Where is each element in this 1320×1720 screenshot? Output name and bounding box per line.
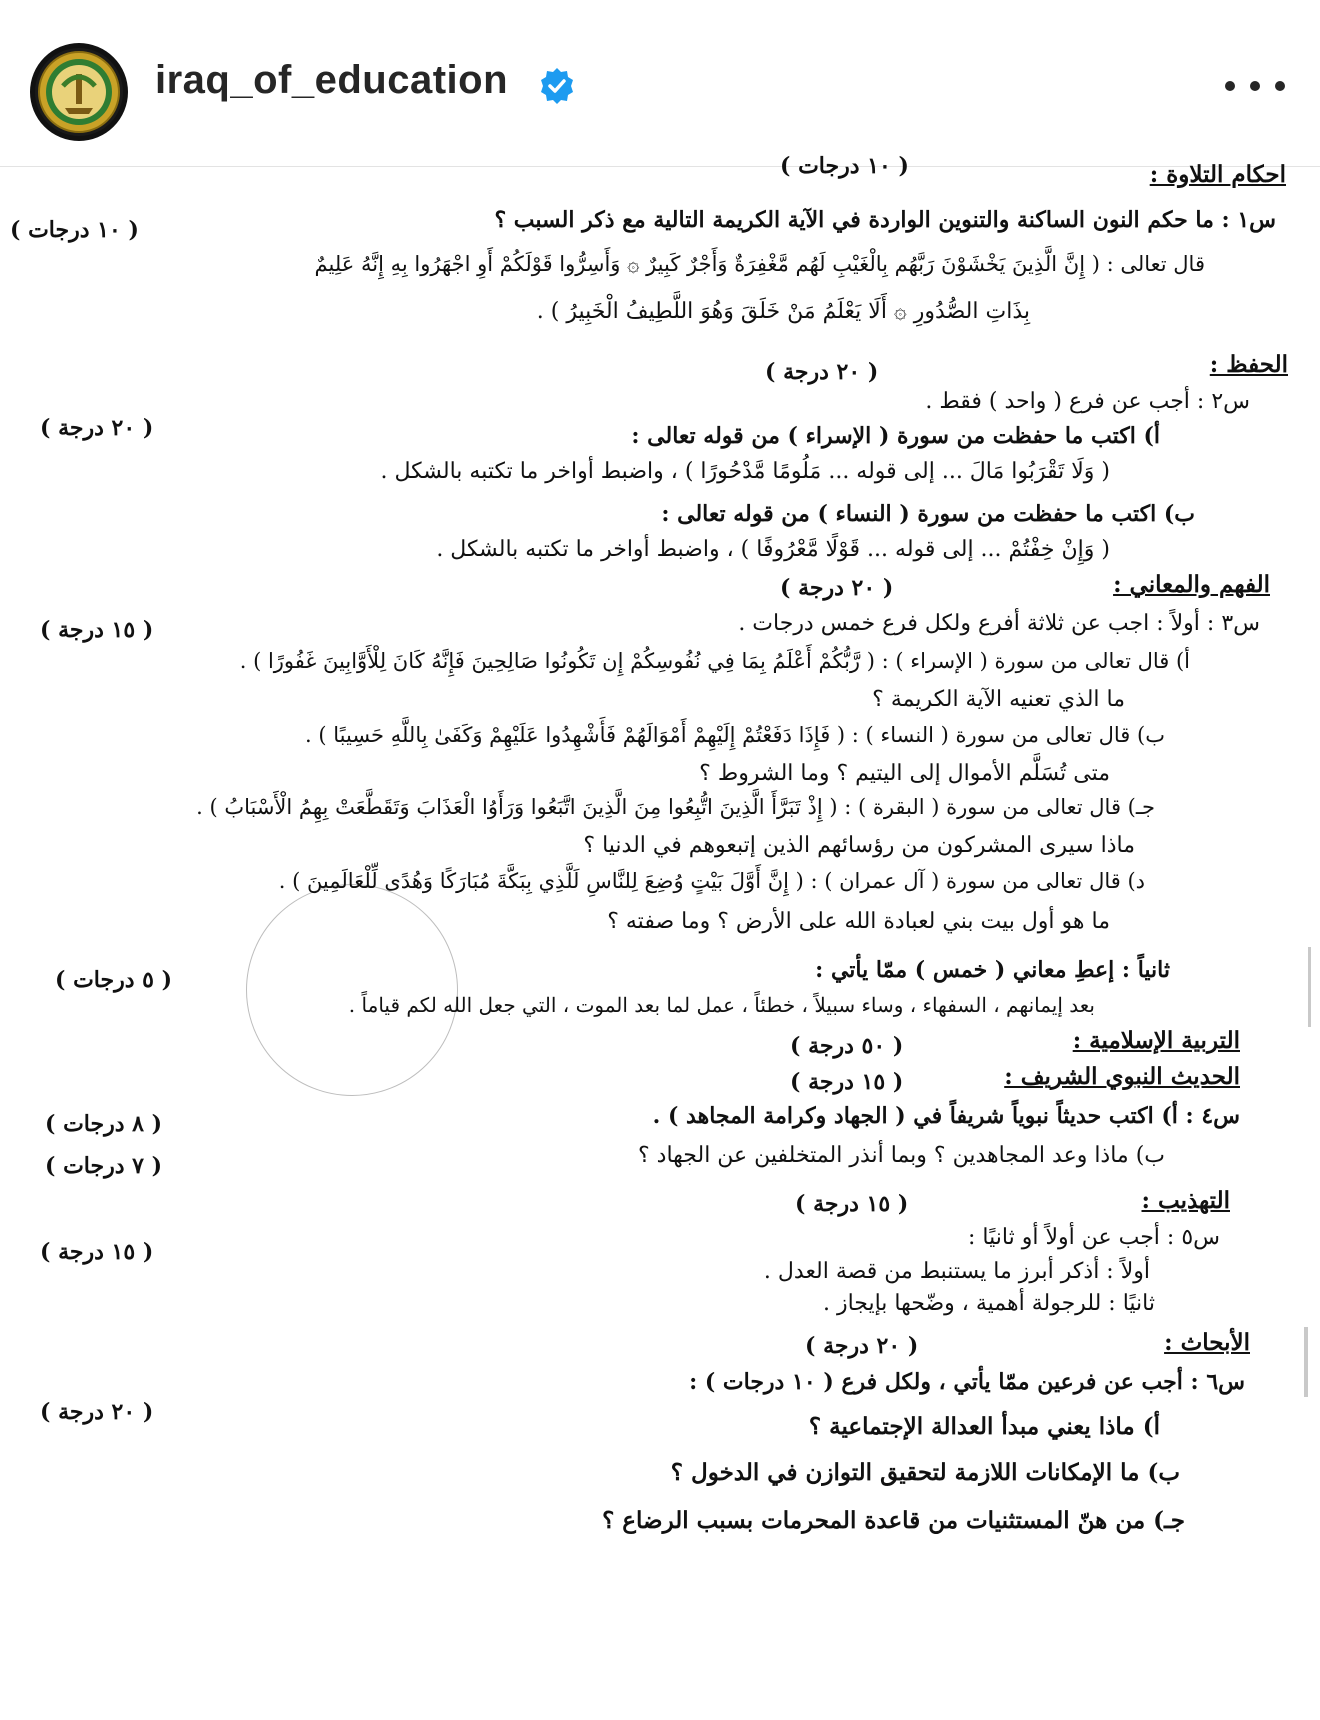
more-options-icon	[1225, 81, 1235, 91]
q3-c: جـ) قال تعالى من سورة ( البقرة ) : ( إِذْ تَبَرَّأَ الَّذِينَ اتُّبِعُوا مِنَ الَّذِينَ اتَّبَعُوا وَرَأَوُا الْعَذَابَ وَتَقَطَّعَتْ بِهِمُ الْأَسْبَابُ ) .	[196, 795, 1155, 819]
more-options-button[interactable]	[1225, 68, 1285, 104]
q2-b-verse: ( وَإِنْ خِفْتُمْ ... إلى قوله ... قَوْلًا مَّعْرُوفًا ) ، واضبط أواخر ما تكتبه بالشكل .	[436, 537, 1110, 562]
q2-b: ب) اكتب ما حفظت من سورة ( النساء ) من قوله تعالى :	[661, 501, 1195, 527]
q5-mark: ( ١٥ درجة )	[40, 1239, 154, 1265]
section-title-fahm: الفهم والمعاني :	[1113, 571, 1270, 598]
post-header	[0, 0, 1320, 167]
q2-mark: ( ٢٠ درجة )	[40, 415, 154, 441]
q6-mark: ( ٢٠ درجة )	[40, 1399, 154, 1425]
q3-d: د) قال تعالى من سورة ( آل عمران ) : ( إِنَّ أَوَّلَ بَيْتٍ وُضِعَ لِلنَّاسِ لَلَّذِي بِبَكَّةَ مُبَارَكًا وَهُدًى لِّلْعَالَمِينَ ) .	[278, 869, 1145, 893]
exam-document	[0, 153, 1320, 1720]
q4-a: س٤ : أ) اكتب حديثاً نبوياً شريفاً في ( الجهاد وكرامة المجاهد ) .	[652, 1103, 1240, 1129]
q4-b: ب) ماذا وعد المجاهدين ؟ وبما أنذر المتخلفين عن الجهاد ؟	[637, 1143, 1165, 1168]
q2-a: أ) اكتب ما حفظت من سورة ( الإسراء ) من قوله تعالى :	[631, 423, 1160, 449]
q2-text: س٢ : أجب عن فرع ( واحد ) فقط .	[925, 389, 1250, 414]
q5-text: س٥ : أجب عن أولاً أو ثانيًا :	[968, 1225, 1220, 1250]
section-title-tilawa: احكام التلاوة :	[1149, 161, 1286, 188]
q4-a-mark: ( ٨ درجات )	[45, 1111, 163, 1137]
fahm-mark: ( ٢٠ درجة )	[780, 575, 894, 601]
circular-stain	[246, 884, 458, 1096]
q3-a: أ) قال تعالى من سورة ( الإسراء ) : ( رَّبُّكُمْ أَعْلَمُ بِمَا فِي نُفُوسِكُمْ إِن تَكُونُوا صَالِحِينَ فَإِنَّهُ كَانَ لِلْأَوَّابِينَ غَفُورًا ) .	[239, 649, 1190, 673]
q3-mark: ( ١٥ درجة )	[40, 617, 154, 643]
q4-b-mark: ( ٧ درجات )	[45, 1153, 163, 1179]
q6-text: س٦ : أجب عن فرعين ممّا يأتي ، ولكل فرع ( ١٠ درجات ) :	[689, 1369, 1245, 1395]
section-title-hadith: الحديث النبوي الشريف :	[1004, 1063, 1240, 1090]
q3-second-mark: ( ٥ درجات )	[55, 967, 173, 993]
q6-a: أ) ماذا يعني مبدأ العدالة الإجتماعية ؟	[808, 1413, 1160, 1440]
q3-a-question: ما الذي تعنيه الآية الكريمة ؟	[872, 687, 1125, 712]
q3-b: ب) قال تعالى من سورة ( النساء ) : ( فَإِذَا دَفَعْتُمْ إِلَيْهِمْ أَمْوَالَهُمْ فَأَشْهِدُوا عَلَيْهِمْ وَكَفَىٰ بِاللَّهِ حَسِيبًا ) .	[305, 723, 1165, 747]
q3-d-question: ما هو أول بيت بني لعبادة الله على الأرض ؟ وما صفته ؟	[607, 909, 1110, 934]
q6-b: ب) ما الإمكانات اللازمة لتحقيق التوازن في الدخول ؟	[670, 1459, 1180, 1486]
verified-badge-icon	[537, 66, 577, 106]
q1-text: س١ : ما حكم النون الساكنة والتنوين الواردة في الآية الكريمة التالية مع ذكر السبب ؟	[494, 207, 1276, 233]
abhath-mark: ( ٢٠ درجة )	[805, 1333, 919, 1359]
q3-text: س٣ : أولاً : اجب عن ثلاثة أفرع ولكل فرع خمس درجات .	[738, 611, 1260, 636]
q5-second: ثانيًا : للرجولة أهمية ، وضّحها بإيجاز .	[822, 1291, 1155, 1316]
q5-first: أولاً : أذكر أبرز ما يستنبط من قصة العدل .	[763, 1259, 1150, 1284]
page-edge-mark	[1304, 1327, 1308, 1397]
q1-mark: ( ١٠ درجات )	[10, 217, 139, 243]
hifz-mark: ( ٢٠ درجة )	[765, 359, 879, 385]
account-username[interactable]: iraq_of_education	[155, 58, 509, 102]
top-partial-mark: ( ١٠ درجات )	[780, 153, 909, 179]
tarbiya-mark: ( ٥٠ درجة )	[790, 1033, 904, 1059]
section-title-tarbiya: التربية الإسلامية :	[1072, 1027, 1240, 1054]
section-title-hifz: الحفظ :	[1209, 351, 1288, 378]
q3-b-question: متى تُسَلَّم الأموال إلى اليتيم ؟ وما الشروط ؟	[699, 761, 1110, 786]
section-title-abhath: الأبحاث :	[1164, 1329, 1250, 1356]
q2-a-verse: ( وَلَا تَقْرَبُوا مَالَ ... إلى قوله ... مَلُومًا مَّدْحُورًا ) ، واضبط أواخر ما تكتبه بالشكل .	[380, 459, 1110, 484]
q3-words: بعد إيمانهم ، السفهاء ، وساء سبيلاً ، خطئاً ، عمل لما بعد الموت ، التي جعل الله لكم قياماً .	[348, 993, 1095, 1017]
tahdheeb-mark: ( ١٥ درجة )	[795, 1191, 909, 1217]
account-avatar[interactable]	[30, 43, 128, 141]
q1-verse-2: بِذَاتِ الصُّدُورِ ۞ أَلَا يَعْلَمُ مَنْ خَلَقَ وَهُوَ اللَّطِيفُ الْخَبِيرُ ) .	[536, 299, 1030, 324]
page-edge-mark	[1308, 947, 1311, 1027]
q6-c: جـ) من هنّ المستثنيات من قاعدة المحرمات بسبب الرضاع ؟	[602, 1507, 1185, 1534]
ministry-emblem-icon	[33, 46, 125, 138]
q3-c-question: ماذا سيرى المشركون من رؤسائهم الذين إتبعوهم في الدنيا ؟	[583, 833, 1135, 858]
section-title-tahdheeb: التهذيب :	[1141, 1187, 1230, 1214]
q3-second: ثانياً : إعطِ معاني ( خمس ) ممّا يأتي :	[815, 957, 1170, 983]
hadith-mark: ( ١٥ درجة )	[790, 1069, 904, 1095]
q1-verse-1: قال تعالى : ( إِنَّ الَّذِينَ يَخْشَوْنَ رَبَّهُم بِالْغَيْبِ لَهُم مَّغْفِرَةٌ وَأَجْرٌ كَبِيرٌ ۞ وَأَسِرُّوا قَوْلَكُمْ أَوِ اجْهَرُوا بِهِ إِنَّهُ عَلِيمٌ	[314, 252, 1205, 276]
